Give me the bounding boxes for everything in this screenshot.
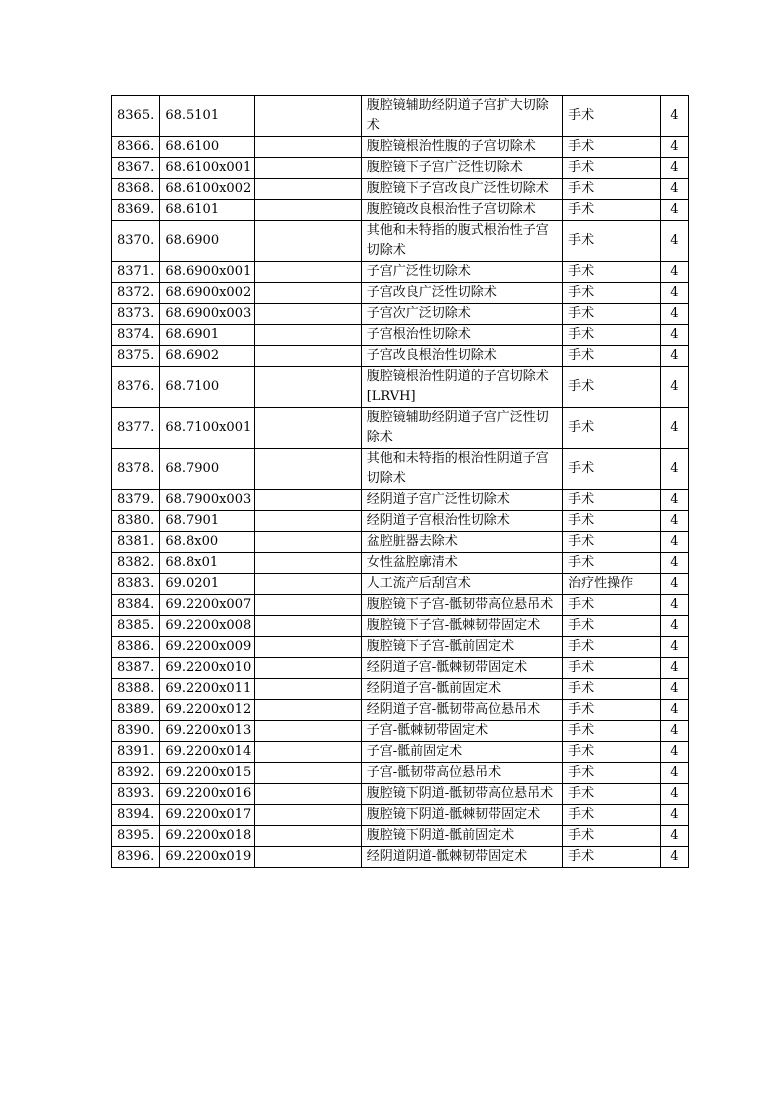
blank-cell	[254, 262, 361, 283]
procedure-code: 68.5101	[160, 96, 255, 137]
procedure-code: 68.7901	[160, 511, 255, 532]
blank-cell	[254, 221, 361, 262]
procedure-type: 手术	[563, 637, 661, 658]
procedure-code: 68.6901	[160, 325, 255, 346]
procedure-name: 经阴道子宫-骶前固定术	[361, 679, 562, 700]
procedure-type: 手术	[563, 449, 661, 490]
table-row	[112, 325, 689, 346]
row-number: 8365.	[112, 96, 160, 137]
table-row	[112, 574, 689, 595]
row-number: 8381.	[112, 532, 160, 553]
row-number: 8377.	[112, 408, 160, 449]
procedure-code: 68.6100	[160, 137, 255, 158]
procedure-type: 手术	[563, 742, 661, 763]
procedure-name: 子宫-骶前固定术	[361, 742, 562, 763]
row-number: 8371.	[112, 262, 160, 283]
procedure-level: 4	[660, 367, 688, 408]
blank-cell	[254, 658, 361, 679]
procedure-table-body	[112, 96, 689, 868]
procedure-code: 69.2200x009	[160, 637, 255, 658]
table-row	[112, 200, 689, 221]
procedure-type: 手术	[563, 367, 661, 408]
procedure-name: 子宫-骶韧带高位悬吊术	[361, 763, 562, 784]
blank-cell	[254, 553, 361, 574]
table-row	[112, 137, 689, 158]
procedure-type: 手术	[563, 408, 661, 449]
row-number: 8368.	[112, 179, 160, 200]
table-row	[112, 96, 689, 137]
procedure-code: 68.6101	[160, 200, 255, 221]
procedure-code: 68.6902	[160, 346, 255, 367]
procedure-code: 69.2200x012	[160, 700, 255, 721]
table-row	[112, 408, 689, 449]
blank-cell	[254, 304, 361, 325]
procedure-code: 69.2200x018	[160, 826, 255, 847]
row-number: 8369.	[112, 200, 160, 221]
procedure-level: 4	[660, 763, 688, 784]
procedure-type: 手术	[563, 805, 661, 826]
blank-cell	[254, 511, 361, 532]
procedure-name: 盆腔脏器去除术	[361, 532, 562, 553]
table-row	[112, 158, 689, 179]
procedure-type: 手术	[563, 221, 661, 262]
procedure-level: 4	[660, 784, 688, 805]
procedure-code: 68.7100	[160, 367, 255, 408]
procedure-name: 腹腔镜下阴道-骶韧带高位悬吊术	[361, 784, 562, 805]
procedure-code: 69.2200x008	[160, 616, 255, 637]
blank-cell	[254, 490, 361, 511]
procedure-name: 子宫根治性切除术	[361, 325, 562, 346]
blank-cell	[254, 137, 361, 158]
procedure-level: 4	[660, 158, 688, 179]
row-number: 8379.	[112, 490, 160, 511]
procedure-code: 68.6900x001	[160, 262, 255, 283]
table-row	[112, 637, 689, 658]
procedure-type: 手术	[563, 721, 661, 742]
table-row	[112, 490, 689, 511]
procedure-code: 69.2200x010	[160, 658, 255, 679]
table-row	[112, 742, 689, 763]
blank-cell	[254, 721, 361, 742]
table-row	[112, 262, 689, 283]
procedure-code: 68.7900x003	[160, 490, 255, 511]
procedure-type: 手术	[563, 304, 661, 325]
procedure-type: 手术	[563, 658, 661, 679]
table-row	[112, 721, 689, 742]
procedure-type: 手术	[563, 763, 661, 784]
procedure-level: 4	[660, 847, 688, 868]
procedure-type: 手术	[563, 679, 661, 700]
procedure-code: 68.8x01	[160, 553, 255, 574]
blank-cell	[254, 179, 361, 200]
procedure-name: 腹腔镜下子宫-骶棘韧带固定术	[361, 616, 562, 637]
row-number: 8383.	[112, 574, 160, 595]
procedure-type: 手术	[563, 595, 661, 616]
procedure-type: 手术	[563, 511, 661, 532]
procedure-level: 4	[660, 595, 688, 616]
table-row	[112, 679, 689, 700]
table-row	[112, 179, 689, 200]
procedure-name: 经阴道子宫根治性切除术	[361, 511, 562, 532]
blank-cell	[254, 616, 361, 637]
procedure-level: 4	[660, 179, 688, 200]
procedure-name: 经阴道阴道-骶棘韧带固定术	[361, 847, 562, 868]
procedure-name: 其他和未特指的腹式根治性子宫切除术	[361, 221, 562, 262]
procedure-level: 4	[660, 511, 688, 532]
blank-cell	[254, 742, 361, 763]
procedure-name: 腹腔镜下子宫改良广泛性切除术	[361, 179, 562, 200]
row-number: 8374.	[112, 325, 160, 346]
blank-cell	[254, 700, 361, 721]
procedure-type: 手术	[563, 847, 661, 868]
table-row	[112, 553, 689, 574]
procedure-name: 子宫次广泛切除术	[361, 304, 562, 325]
procedure-type: 手术	[563, 826, 661, 847]
blank-cell	[254, 325, 361, 346]
procedure-code: 68.6900x003	[160, 304, 255, 325]
procedure-code: 69.2200x015	[160, 763, 255, 784]
procedure-type: 手术	[563, 346, 661, 367]
blank-cell	[254, 679, 361, 700]
row-number: 8375.	[112, 346, 160, 367]
row-number: 8376.	[112, 367, 160, 408]
procedure-level: 4	[660, 221, 688, 262]
table-row	[112, 805, 689, 826]
procedure-name: 腹腔镜根治性阴道的子宫切除术[LRVH]	[361, 367, 562, 408]
procedure-level: 4	[660, 490, 688, 511]
procedure-name: 腹腔镜辅助经阴道子宫扩大切除术	[361, 96, 562, 137]
procedure-level: 4	[660, 721, 688, 742]
blank-cell	[254, 158, 361, 179]
blank-cell	[254, 283, 361, 304]
procedure-name: 腹腔镜根治性腹的子宫切除术	[361, 137, 562, 158]
table-row	[112, 304, 689, 325]
procedure-type: 手术	[563, 137, 661, 158]
blank-cell	[254, 96, 361, 137]
row-number: 8393.	[112, 784, 160, 805]
procedure-code: 69.2200x016	[160, 784, 255, 805]
blank-cell	[254, 574, 361, 595]
blank-cell	[254, 367, 361, 408]
procedure-name: 子宫改良根治性切除术	[361, 346, 562, 367]
procedure-type: 手术	[563, 784, 661, 805]
procedure-level: 4	[660, 637, 688, 658]
procedure-type: 手术	[563, 179, 661, 200]
procedure-name: 腹腔镜改良根治性子宫切除术	[361, 200, 562, 221]
row-number: 8392.	[112, 763, 160, 784]
procedure-level: 4	[660, 700, 688, 721]
procedure-type: 手术	[563, 96, 661, 137]
procedure-level: 4	[660, 262, 688, 283]
procedure-name: 腹腔镜下阴道-骶棘韧带固定术	[361, 805, 562, 826]
blank-cell	[254, 595, 361, 616]
procedure-level: 4	[660, 96, 688, 137]
procedure-name: 腹腔镜辅助经阴道子宫广泛性切除术	[361, 408, 562, 449]
table-row	[112, 616, 689, 637]
procedure-code: 68.6100x001	[160, 158, 255, 179]
procedure-code: 69.2200x014	[160, 742, 255, 763]
blank-cell	[254, 532, 361, 553]
blank-cell	[254, 200, 361, 221]
procedure-type: 手术	[563, 158, 661, 179]
procedure-code: 69.2200x017	[160, 805, 255, 826]
row-number: 8370.	[112, 221, 160, 262]
procedure-table	[111, 95, 689, 868]
blank-cell	[254, 408, 361, 449]
procedure-code: 68.7100x001	[160, 408, 255, 449]
table-row	[112, 346, 689, 367]
procedure-code: 69.2200x019	[160, 847, 255, 868]
procedure-level: 4	[660, 616, 688, 637]
procedure-level: 4	[660, 137, 688, 158]
procedure-name: 经阴道子宫-骶韧带高位悬吊术	[361, 700, 562, 721]
procedure-name: 腹腔镜下子宫-骶前固定术	[361, 637, 562, 658]
blank-cell	[254, 805, 361, 826]
row-number: 8395.	[112, 826, 160, 847]
procedure-level: 4	[660, 325, 688, 346]
procedure-code: 68.8x00	[160, 532, 255, 553]
row-number: 8386.	[112, 637, 160, 658]
procedure-level: 4	[660, 805, 688, 826]
procedure-level: 4	[660, 553, 688, 574]
row-number: 8384.	[112, 595, 160, 616]
procedure-type: 手术	[563, 262, 661, 283]
table-row	[112, 595, 689, 616]
table-row	[112, 367, 689, 408]
blank-cell	[254, 784, 361, 805]
procedure-level: 4	[660, 200, 688, 221]
row-number: 8367.	[112, 158, 160, 179]
blank-cell	[254, 637, 361, 658]
procedure-type: 手术	[563, 200, 661, 221]
row-number: 8390.	[112, 721, 160, 742]
row-number: 8389.	[112, 700, 160, 721]
procedure-name: 腹腔镜下子宫广泛性切除术	[361, 158, 562, 179]
table-row	[112, 532, 689, 553]
row-number: 8394.	[112, 805, 160, 826]
row-number: 8388.	[112, 679, 160, 700]
procedure-code: 69.2200x007	[160, 595, 255, 616]
table-row	[112, 700, 689, 721]
procedure-code: 68.6100x002	[160, 179, 255, 200]
procedure-code: 69.2200x011	[160, 679, 255, 700]
procedure-level: 4	[660, 658, 688, 679]
procedure-level: 4	[660, 304, 688, 325]
procedure-type: 手术	[563, 553, 661, 574]
row-number: 8380.	[112, 511, 160, 532]
table-row	[112, 763, 689, 784]
procedure-type: 手术	[563, 325, 661, 346]
procedure-level: 4	[660, 408, 688, 449]
table-row	[112, 283, 689, 304]
table-row	[112, 784, 689, 805]
procedure-code: 68.6900x002	[160, 283, 255, 304]
procedure-name: 经阴道子宫广泛性切除术	[361, 490, 562, 511]
row-number: 8378.	[112, 449, 160, 490]
table-row	[112, 511, 689, 532]
procedure-type: 治疗性操作	[563, 574, 661, 595]
procedure-name: 腹腔镜下子宫-骶韧带高位悬吊术	[361, 595, 562, 616]
procedure-name: 子宫改良广泛性切除术	[361, 283, 562, 304]
blank-cell	[254, 826, 361, 847]
procedure-code: 69.2200x013	[160, 721, 255, 742]
procedure-type: 手术	[563, 532, 661, 553]
procedure-code: 69.0201	[160, 574, 255, 595]
table-row	[112, 449, 689, 490]
procedure-level: 4	[660, 742, 688, 763]
row-number: 8382.	[112, 553, 160, 574]
blank-cell	[254, 847, 361, 868]
procedure-level: 4	[660, 532, 688, 553]
procedure-level: 4	[660, 679, 688, 700]
procedure-type: 手术	[563, 616, 661, 637]
procedure-code: 68.6900	[160, 221, 255, 262]
table-row	[112, 847, 689, 868]
table-row	[112, 221, 689, 262]
procedure-type: 手术	[563, 283, 661, 304]
procedure-level: 4	[660, 574, 688, 595]
procedure-name: 子宫-骶棘韧带固定术	[361, 721, 562, 742]
procedure-name: 腹腔镜下阴道-骶前固定术	[361, 826, 562, 847]
procedure-type: 手术	[563, 490, 661, 511]
procedure-name: 其他和未特指的根治性阴道子宫切除术	[361, 449, 562, 490]
procedure-level: 4	[660, 826, 688, 847]
procedure-name: 经阴道子宫-骶棘韧带固定术	[361, 658, 562, 679]
procedure-name: 女性盆腔廓清术	[361, 553, 562, 574]
procedure-type: 手术	[563, 700, 661, 721]
table-row	[112, 658, 689, 679]
row-number: 8385.	[112, 616, 160, 637]
row-number: 8396.	[112, 847, 160, 868]
procedure-level: 4	[660, 449, 688, 490]
row-number: 8372.	[112, 283, 160, 304]
blank-cell	[254, 346, 361, 367]
procedure-level: 4	[660, 346, 688, 367]
procedure-name: 人工流产后刮宫术	[361, 574, 562, 595]
blank-cell	[254, 449, 361, 490]
procedure-level: 4	[660, 283, 688, 304]
row-number: 8391.	[112, 742, 160, 763]
row-number: 8387.	[112, 658, 160, 679]
table-row	[112, 826, 689, 847]
blank-cell	[254, 763, 361, 784]
row-number: 8366.	[112, 137, 160, 158]
procedure-name: 子宫广泛性切除术	[361, 262, 562, 283]
procedure-code: 68.7900	[160, 449, 255, 490]
row-number: 8373.	[112, 304, 160, 325]
